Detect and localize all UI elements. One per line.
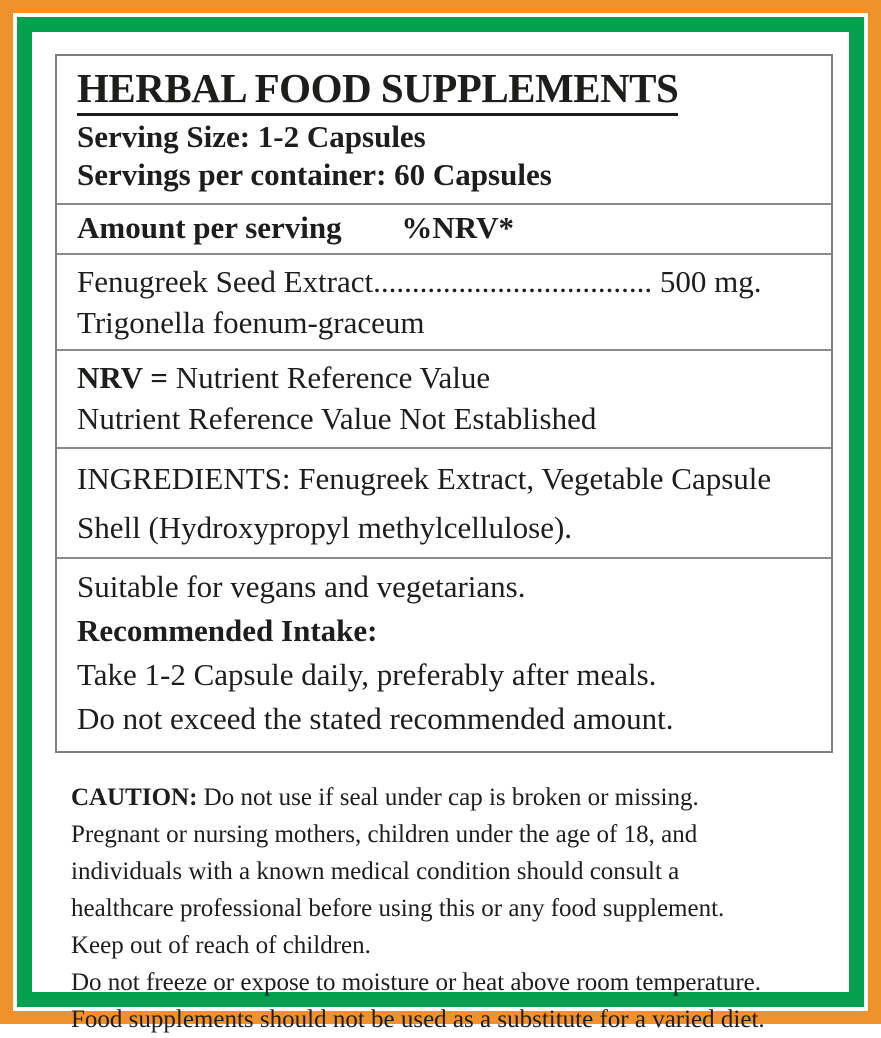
do-not-exceed-line: Do not exceed the stated recommended amount.	[77, 701, 674, 737]
caution-line-1	[71, 779, 833, 816]
nrv-not-established-line: Nutrient Reference Value Not Established	[77, 401, 597, 437]
vegan-suitability-line: Suitable for vegans and vegetarians.	[77, 569, 526, 605]
ingredient-latin-name: Trigonella foenum-graceum	[77, 305, 425, 341]
green-border	[17, 17, 864, 1034]
caution-line-2: Pregnant or nursing mothers, children under the age of 18, and	[71, 821, 698, 849]
caution-line-7: Food supplements should not be used as a substitute for a varied diet.	[71, 1006, 765, 1034]
nrv-equals-label: NRV =	[77, 360, 168, 396]
nrv-percent-header: %NRV*	[401, 210, 514, 246]
ingredients-row	[57, 449, 831, 559]
servings-per-container-line: Servings per container: 60 Capsules	[77, 157, 552, 193]
white-gap-border	[13, 13, 868, 1034]
supplement-facts-panel	[55, 54, 833, 753]
label-content	[32, 32, 849, 1034]
serving-size-line: Serving Size: 1-2 Capsules	[77, 119, 426, 155]
caution-block	[71, 779, 833, 1038]
title-row	[57, 56, 831, 205]
recommended-intake-heading: Recommended Intake:	[77, 613, 378, 649]
caution-line-5: Keep out of reach of children.	[71, 932, 371, 960]
caution-line-6: Do not freeze or expose to moisture or heat above room temperature.	[71, 969, 762, 997]
amount-per-serving-header: Amount per serving	[77, 210, 342, 246]
ingredients-line-1: INGREDIENTS: Fenugreek Extract, Vegetable Capsule	[77, 461, 772, 497]
caution-line-3: individuals with a known medical condition should consult a	[71, 858, 680, 886]
page-title-text: HERBAL FOOD SUPPLEMENTS	[77, 66, 678, 116]
ingredient-amount-line: Fenugreek Seed Extract.................................... 500 mg.	[77, 264, 762, 300]
nrv-definition-line	[77, 357, 821, 398]
caution-line-4: healthcare professional before using this or any food supplement.	[71, 895, 725, 923]
usage-row	[57, 559, 831, 751]
nrv-note-row	[57, 351, 831, 449]
page-title	[77, 66, 821, 116]
caution-heading: CAUTION:	[71, 784, 198, 812]
amount-header-row	[57, 205, 831, 255]
ingredients-line-2: Shell (Hydroxypropyl methylcellulose).	[77, 510, 573, 546]
caution-line-1-text: Do not use if seal under cap is broken or missing.	[197, 784, 699, 812]
nrv-definition-text: Nutrient Reference Value	[167, 360, 491, 396]
intake-instruction-line: Take 1-2 Capsule daily, preferably after meals.	[77, 657, 657, 693]
ingredient-amount-row	[57, 255, 831, 351]
